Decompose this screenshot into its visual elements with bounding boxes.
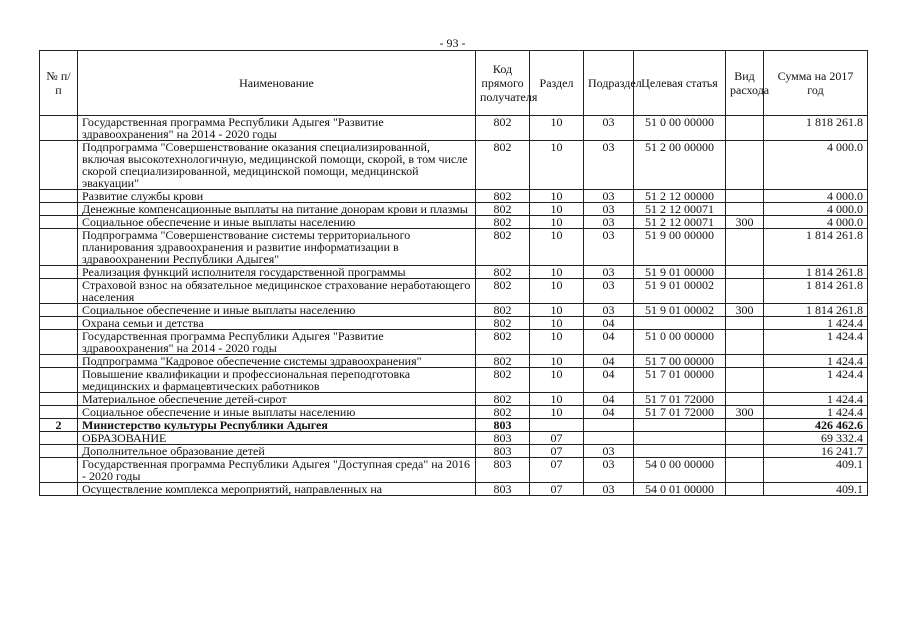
table-row — [40, 203, 868, 216]
table-row — [40, 304, 868, 317]
row-subsection: 03 — [584, 190, 634, 203]
table-row — [40, 216, 868, 229]
row-sum: 4 000.0 — [764, 141, 868, 190]
row-exp-type — [726, 116, 764, 141]
row-target: 51 7 01 72000 — [634, 406, 726, 419]
table-row — [40, 229, 868, 266]
row-num: 2 — [40, 419, 78, 432]
row-target: 51 2 12 00071 — [634, 216, 726, 229]
row-subsection: 03 — [584, 445, 634, 458]
row-exp-type — [726, 229, 764, 266]
row-num — [40, 483, 78, 496]
row-num — [40, 432, 78, 445]
row-target: 51 0 00 00000 — [634, 116, 726, 141]
row-sum: 16 241.7 — [764, 445, 868, 458]
row-num — [40, 330, 78, 355]
row-target — [634, 317, 726, 330]
row-sum: 69 332.4 — [764, 432, 868, 445]
row-exp-type — [726, 279, 764, 304]
table-row — [40, 393, 868, 406]
row-exp-type: 300 — [726, 216, 764, 229]
page-number: - 93 - — [439, 36, 466, 50]
row-name: Денежные компенсационные выплаты на питание донорам крови и плазмы — [78, 203, 476, 216]
row-exp-type — [726, 419, 764, 432]
row-name: Материальное обеспечение детей-сирот — [78, 393, 476, 406]
row-section: 10 — [530, 229, 584, 266]
row-subsection: 03 — [584, 203, 634, 216]
row-code: 802 — [476, 317, 530, 330]
row-subsection: 04 — [584, 368, 634, 393]
row-sum: 4 000.0 — [764, 190, 868, 203]
row-num — [40, 317, 78, 330]
row-target — [634, 419, 726, 432]
row-exp-type — [726, 432, 764, 445]
row-target: 51 9 01 00002 — [634, 279, 726, 304]
row-sum: 1 814 261.8 — [764, 229, 868, 266]
table-row — [40, 141, 868, 190]
row-exp-type — [726, 141, 764, 190]
row-sum: 1 424.4 — [764, 393, 868, 406]
row-sum: 1 424.4 — [764, 368, 868, 393]
row-name: Развитие службы крови — [78, 190, 476, 203]
row-section: 10 — [530, 203, 584, 216]
row-num — [40, 216, 78, 229]
row-subsection — [584, 432, 634, 445]
row-exp-type — [726, 445, 764, 458]
row-code: 803 — [476, 483, 530, 496]
table-row — [40, 406, 868, 419]
row-sum: 409.1 — [764, 458, 868, 483]
row-section: 10 — [530, 317, 584, 330]
table-row — [40, 368, 868, 393]
row-target: 51 7 00 00000 — [634, 355, 726, 368]
header-num: № п/п — [40, 51, 78, 116]
table-row — [40, 458, 868, 483]
row-subsection: 04 — [584, 330, 634, 355]
header-name: Наименование — [78, 51, 476, 116]
row-num — [40, 445, 78, 458]
row-name: Охрана семьи и детства — [78, 317, 476, 330]
row-subsection: 04 — [584, 317, 634, 330]
table-row — [40, 419, 868, 432]
row-target: 51 2 00 00000 — [634, 141, 726, 190]
row-num — [40, 304, 78, 317]
row-sum: 4 000.0 — [764, 203, 868, 216]
row-exp-type: 300 — [726, 406, 764, 419]
row-num — [40, 266, 78, 279]
row-num — [40, 141, 78, 190]
row-code: 802 — [476, 141, 530, 190]
row-name: Министерство культуры Республики Адыгея — [78, 419, 476, 432]
row-exp-type — [726, 483, 764, 496]
row-num — [40, 279, 78, 304]
row-num — [40, 368, 78, 393]
row-name: ОБРАЗОВАНИЕ — [78, 432, 476, 445]
row-target: 51 2 12 00071 — [634, 203, 726, 216]
row-code: 803 — [476, 445, 530, 458]
table-row — [40, 330, 868, 355]
row-sum: 1 814 261.8 — [764, 304, 868, 317]
table-row — [40, 317, 868, 330]
row-section: 10 — [530, 190, 584, 203]
row-sum: 4 000.0 — [764, 216, 868, 229]
row-subsection: 03 — [584, 216, 634, 229]
row-code: 803 — [476, 458, 530, 483]
row-subsection — [584, 419, 634, 432]
row-section: 10 — [530, 304, 584, 317]
row-code: 803 — [476, 419, 530, 432]
header-section: Раздел — [530, 51, 584, 116]
row-name: Подпрограмма "Совершенствование системы территориального планирования здравоохранения и развитие информатизации в здравоохранении Республики Адыгея" — [78, 229, 476, 266]
table-row — [40, 266, 868, 279]
row-exp-type — [726, 317, 764, 330]
row-code: 802 — [476, 229, 530, 266]
header-subsection: Подраздел — [584, 51, 634, 116]
header-code: Код прямого получателя — [476, 51, 530, 116]
row-target: 51 9 01 00002 — [634, 304, 726, 317]
row-code: 802 — [476, 304, 530, 317]
row-target: 54 0 01 00000 — [634, 483, 726, 496]
row-num — [40, 393, 78, 406]
table-row — [40, 190, 868, 203]
row-code: 802 — [476, 116, 530, 141]
row-section: 10 — [530, 141, 584, 190]
row-sum: 1 814 261.8 — [764, 279, 868, 304]
row-exp-type — [726, 266, 764, 279]
row-section: 10 — [530, 266, 584, 279]
row-exp-type — [726, 355, 764, 368]
row-section — [530, 419, 584, 432]
row-code: 802 — [476, 190, 530, 203]
row-name: Государственная программа Республики Адыгея "Доступная среда" на 2016 - 2020 годы — [78, 458, 476, 483]
row-target: 51 0 00 00000 — [634, 330, 726, 355]
row-name: Социальное обеспечение и иные выплаты населению — [78, 304, 476, 317]
row-exp-type — [726, 458, 764, 483]
table-row — [40, 355, 868, 368]
row-name: Реализация функций исполнителя государственной программы — [78, 266, 476, 279]
row-name: Страховой взнос на обязательное медицинское страхование неработающего населения — [78, 279, 476, 304]
row-sum: 1 424.4 — [764, 330, 868, 355]
row-subsection: 03 — [584, 229, 634, 266]
row-subsection: 03 — [584, 483, 634, 496]
row-code: 802 — [476, 406, 530, 419]
row-section: 07 — [530, 432, 584, 445]
row-section: 10 — [530, 355, 584, 368]
row-sum: 1 424.4 — [764, 317, 868, 330]
row-section: 10 — [530, 330, 584, 355]
row-subsection: 03 — [584, 279, 634, 304]
row-name: Социальное обеспечение и иные выплаты населению — [78, 406, 476, 419]
row-target: 54 0 00 00000 — [634, 458, 726, 483]
row-sum: 1 424.4 — [764, 406, 868, 419]
row-num — [40, 458, 78, 483]
row-name: Осуществление комплекса мероприятий, направленных на — [78, 483, 476, 496]
header-sum: Сумма на 2017 год — [764, 51, 868, 116]
row-section: 07 — [530, 483, 584, 496]
row-code: 803 — [476, 432, 530, 445]
row-sum: 1 818 261.8 — [764, 116, 868, 141]
row-code: 802 — [476, 279, 530, 304]
row-name: Государственная программа Республики Адыгея "Развитие здравоохранения" на 2014 - 2020 годы — [78, 116, 476, 141]
row-subsection: 04 — [584, 393, 634, 406]
row-num — [40, 116, 78, 141]
row-section: 10 — [530, 279, 584, 304]
row-exp-type: 300 — [726, 304, 764, 317]
row-code: 802 — [476, 368, 530, 393]
row-num — [40, 190, 78, 203]
row-exp-type — [726, 330, 764, 355]
row-subsection: 03 — [584, 458, 634, 483]
row-exp-type — [726, 190, 764, 203]
row-exp-type — [726, 393, 764, 406]
row-exp-type — [726, 203, 764, 216]
row-subsection: 03 — [584, 266, 634, 279]
row-name: Государственная программа Республики Адыгея "Развитие здравоохранения" на 2014 - 2020 годы — [78, 330, 476, 355]
row-target — [634, 432, 726, 445]
row-target — [634, 445, 726, 458]
row-num — [40, 406, 78, 419]
row-name: Подпрограмма "Кадровое обеспечение системы здравоохранения" — [78, 355, 476, 368]
row-name: Повышение квалификации и профессиональная переподготовка медицинских и фармацевтических работников — [78, 368, 476, 393]
table-row — [40, 279, 868, 304]
row-sum: 1 424.4 — [764, 355, 868, 368]
row-section: 07 — [530, 445, 584, 458]
row-target: 51 7 01 00000 — [634, 368, 726, 393]
row-section: 10 — [530, 406, 584, 419]
row-sum: 1 814 261.8 — [764, 266, 868, 279]
row-target: 51 2 12 00000 — [634, 190, 726, 203]
row-subsection: 03 — [584, 116, 634, 141]
row-sum: 409.1 — [764, 483, 868, 496]
row-num — [40, 355, 78, 368]
table-row — [40, 116, 868, 141]
row-name: Подпрограмма "Совершенствование оказания специализированной, включая высокотехнологичную, медицинской помощи, скорой, в том числе скорой специализированной, медицинской помощи, медицинской эвакуации" — [78, 141, 476, 190]
row-section: 07 — [530, 458, 584, 483]
row-target: 51 9 00 00000 — [634, 229, 726, 266]
row-code: 802 — [476, 266, 530, 279]
table-row — [40, 483, 868, 496]
row-section: 10 — [530, 116, 584, 141]
header-exp-type: Вид расхода — [726, 51, 764, 116]
row-code: 802 — [476, 203, 530, 216]
row-name: Социальное обеспечение и иные выплаты населению — [78, 216, 476, 229]
table-header-row — [40, 51, 868, 116]
row-num — [40, 203, 78, 216]
table-row — [40, 432, 868, 445]
row-section: 10 — [530, 368, 584, 393]
row-target: 51 7 01 72000 — [634, 393, 726, 406]
row-sum: 426 462.6 — [764, 419, 868, 432]
row-subsection: 03 — [584, 141, 634, 190]
row-code: 802 — [476, 216, 530, 229]
row-name: Дополнительное образование детей — [78, 445, 476, 458]
row-section: 10 — [530, 393, 584, 406]
header-target: Целевая статья — [634, 51, 726, 116]
row-code: 802 — [476, 393, 530, 406]
row-subsection: 03 — [584, 304, 634, 317]
row-exp-type — [726, 368, 764, 393]
table-body — [40, 116, 868, 496]
row-subsection: 04 — [584, 406, 634, 419]
row-code: 802 — [476, 330, 530, 355]
row-section: 10 — [530, 216, 584, 229]
budget-table — [39, 50, 868, 496]
row-code: 802 — [476, 355, 530, 368]
row-num — [40, 229, 78, 266]
row-subsection: 04 — [584, 355, 634, 368]
table-row — [40, 445, 868, 458]
row-target: 51 9 01 00000 — [634, 266, 726, 279]
